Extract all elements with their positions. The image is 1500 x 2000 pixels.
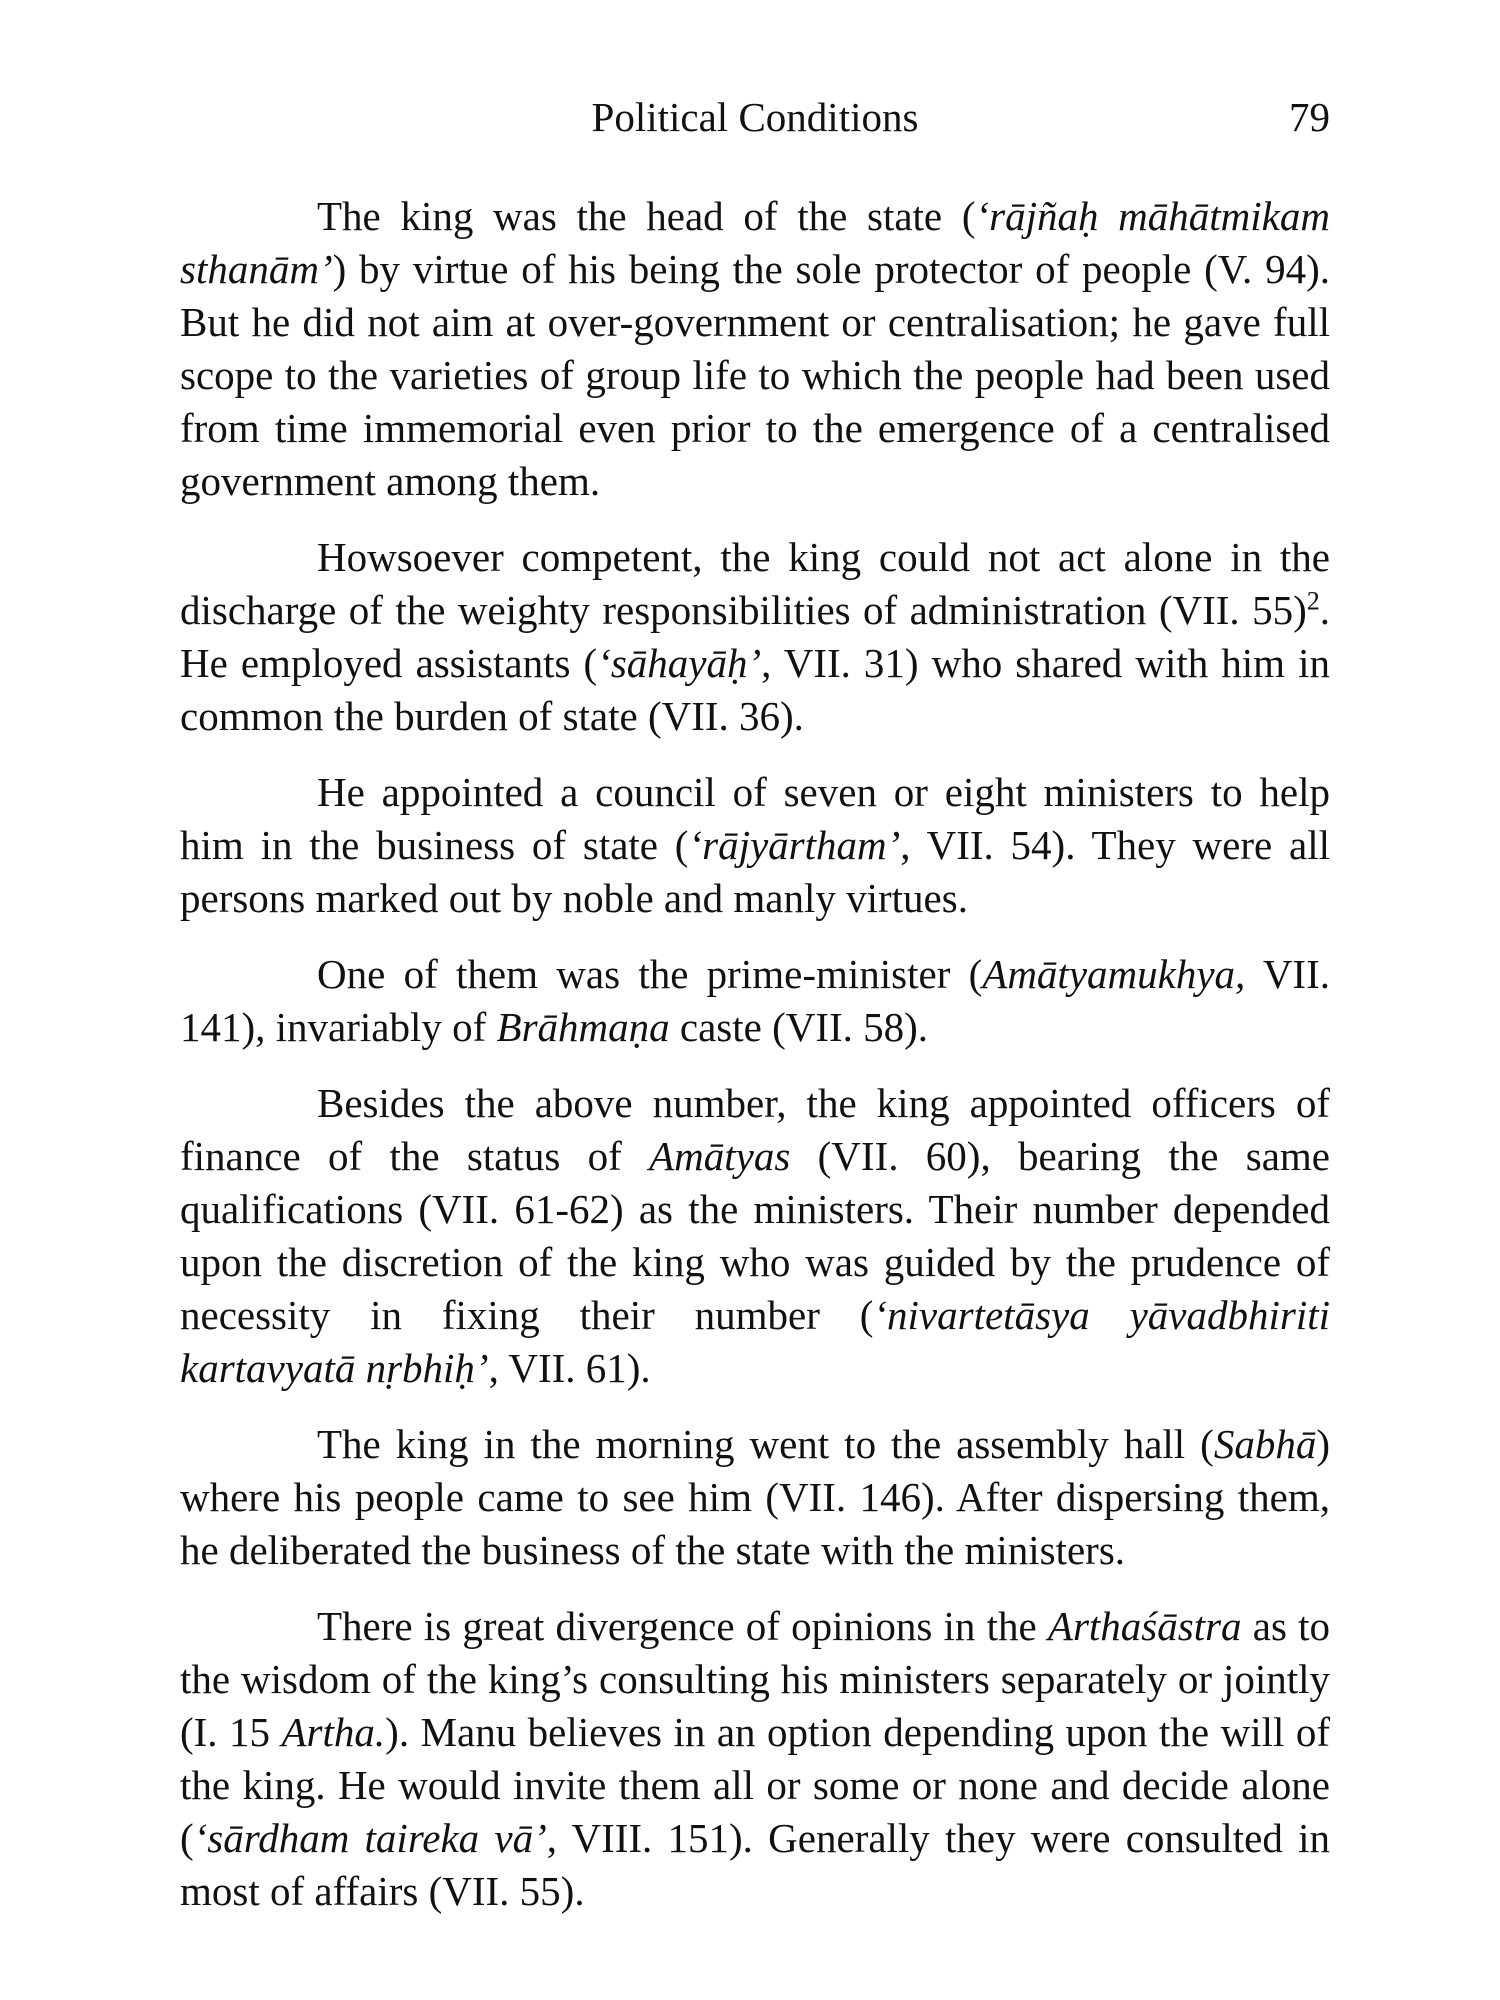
text-run: , VII. 61).	[488, 1345, 651, 1391]
text-run: The king in the morning went to the assembly hall (	[317, 1421, 1214, 1467]
text-run: as to the wisdom of the king’s consulting his ministers separately or jointly (I. 15	[180, 1603, 1330, 1755]
italic-term: Artha.	[281, 1709, 386, 1755]
text-run: One of them was the prime-minister (	[317, 951, 983, 997]
text-run: VII. 141), invariably of	[180, 951, 1330, 1050]
running-title: Political Conditions	[591, 94, 919, 140]
text-run: There is great divergence of opinions in the	[317, 1603, 1048, 1649]
paragraph	[180, 190, 1330, 508]
paragraph	[180, 1600, 1330, 1918]
text-run: ). Manu believes in an option depending upon the will of the king. He would invite them all or some or none and decide alone (	[180, 1709, 1330, 1861]
text-run: . He employed assistants (	[180, 587, 1330, 686]
italic-term: ‘sāhayāḥ’	[597, 640, 762, 686]
text-run: He appointed a council of seven or eight ministers to help him in the business of state (	[180, 769, 1330, 868]
italic-term: Amātyamukhya,	[982, 951, 1246, 997]
text-run: Howsoever competent, the king could not act alone in the discharge of the weighty responsibilities of administration (VII. 55)	[180, 534, 1330, 633]
text-run: ) where his people came to see him (VII. 146). After dispersing them, he deliberated the business of the state with the ministers.	[180, 1421, 1330, 1573]
text-run: Besides the above number, the king appointed officers of finance of the status of	[180, 1080, 1330, 1179]
paragraph	[180, 531, 1330, 743]
running-head	[180, 92, 1330, 142]
italic-term: Brāhmaṇa	[496, 1004, 670, 1050]
text-run: caste (VII. 58).	[669, 1004, 929, 1050]
italic-term: ‘rājñaḥ māhātmikam sthanām’	[180, 193, 1330, 292]
paragraph	[180, 1077, 1330, 1395]
page-number: 79	[1289, 94, 1330, 140]
italic-term: Sabhā	[1213, 1421, 1317, 1467]
text-run: (VII. 60), bearing the same qualifications (VII. 61-62) as the ministers. Their number depended upon the discretion of the king who was guided by the prudence of necessity in fixing their number (	[180, 1133, 1330, 1338]
body-text	[180, 190, 1330, 1918]
italic-term: ‘sārdham taireka vā’	[193, 1815, 547, 1861]
paragraph	[180, 948, 1330, 1054]
italic-term: ‘rājyārtham’	[688, 822, 901, 868]
paragraph	[180, 766, 1330, 925]
text-run: , VIII. 151). Generally they were consulted in most of affairs (VII. 55).	[180, 1815, 1330, 1914]
text-run: , VII. 31) who shared with him in common the burden of state (VII. 36).	[180, 640, 1331, 739]
text-run: , VII. 54). They were all persons marked out by noble and manly virtues.	[180, 822, 1330, 921]
text-run: The king was the head of the state (	[317, 193, 976, 239]
italic-term: ‘nivartetāsya yāvadbhiriti kartavyatā nṛbhiḥ’	[180, 1292, 1330, 1391]
italic-term: Arthaśāstra	[1047, 1603, 1242, 1649]
italic-term: Amātyas	[649, 1133, 791, 1179]
paragraph	[180, 1418, 1330, 1577]
text-run: ) by virtue of his being the sole protector of people (V. 94). But he did not aim at over-government or centralisation; he gave full scope to the varieties of group life to which the people had been used from time immemorial even prior to the emergence of a centralised government among them.	[180, 246, 1330, 504]
footnote-ref: 2	[1306, 586, 1320, 616]
